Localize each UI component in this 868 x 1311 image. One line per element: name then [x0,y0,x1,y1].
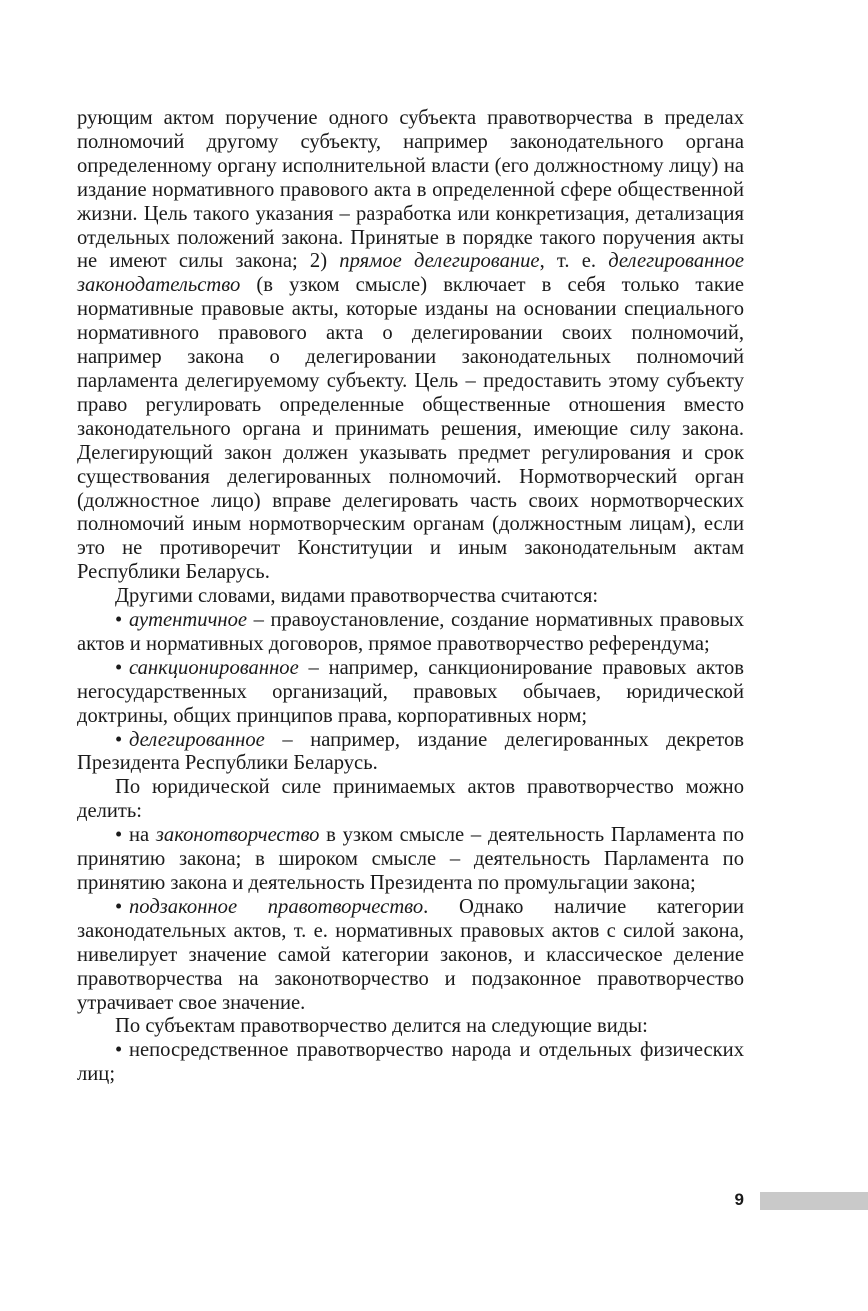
term-delegated-legislation: делегированное законодательство [77,250,745,297]
bullet-item-sublegal [77,896,744,1016]
paragraph-text: рующим актом поручение одного субъекта правотворчества в пределах полномочий другому субъекту, например законодательного органа определенному органу исполнительной власти (его должностному лицу) на издание нормативного правового акта в определенной сфере общественной жизни. Цель такого указания – разработка или конкретизация, детализация отдельных положений закона. Принятые в порядке такого поручения акты не имеют силы закона; 2) [77,107,744,273]
bullet-icon: • [115,895,123,918]
bullet-text: – например, издание делегированных декретов Президента Республики Беларусь. [77,728,744,775]
bullet-term: делегированное [129,728,265,751]
bullet-icon: • [115,609,123,632]
bullet-icon: • [115,824,123,847]
bullet-text: в узком смысле – деятельность Парламента по принятию закона; в широком смысле – деятельность Парламента по принятию закона и деятельность Президента по промульгации закона; [77,824,745,894]
page-number: 9 [734,1190,744,1209]
bullet-item-authentic [77,609,744,657]
paragraph-text: (в узком смысле) включает в себя только такие нормативные правовые акты, которые изданы на основании специального нормативного правового акта о делегировании своих полномочий, например закона о делегировании законодательных полномочий парламента делегируемому субъекту. Цель – предоставить этому субъекту право регулировать определенные общественные отношения вместо законодательного органа и принимать решения, имеющие силу закона. Делегирующий закон должен указывать предмет регулирования и срок существования делегированных полномочий. Нормотворческий орган (должностное лицо) вправе делегировать часть своих нормотворческих полномочий иным нормотворческим органам (должностным лицам), если это не противоречит Конституции и иным законодательным актам Республики Беларусь. [77,274,744,584]
bullet-item-lawmaking [77,824,744,896]
paragraph-text: По юридической силе принимаемых актов правотворчество можно делить: [77,776,744,823]
bullet-term: законотворчество [155,824,320,847]
bullet-term: санкционированное [129,656,299,679]
bullet-text: на [129,824,156,847]
bullet-term: аутентичное [129,609,248,632]
paragraph-text: По субъектам правотворчество делится на следующие виды: [115,1015,648,1038]
bullet-text: – правоустановление, создание нормативных правовых актов и нормативных договоров, прямое правотворчество референдума; [77,609,744,655]
bullet-icon: • [115,656,123,679]
bullet-item-delegated [77,729,744,777]
bullet-term: подзаконное правотворчество [129,895,424,918]
paragraph-types-intro [77,585,744,609]
bullet-text: – например, санкционирование правовых актов негосударственных организаций, правовых обычаев, юридической доктрины, общих принципов права, корпоративных норм; [77,656,744,727]
paragraph-text: Другими словами, видами правотворчества считаются: [115,585,599,608]
paragraph-legal-force-intro [77,776,744,824]
bullet-icon: • [115,728,123,751]
bullet-text: . Однако наличие категории законодательных актов, т. е. нормативных правовых актов с силой закона, нивелирует значение самой категории законов, и классическое деление правотворчества на законотворчество и подзаконное правотворчество утрачивает свое значение. [77,895,744,1014]
paragraph-continued [77,107,744,585]
bullet-item-sanctioned [77,657,744,729]
term-direct-delegation: прямое делегирование [339,250,540,273]
paragraph-text: , т. е. [539,250,609,273]
body-text [77,107,744,1087]
bullet-item-direct-people [77,1039,744,1087]
paragraph-subjects-intro [77,1015,744,1039]
bullet-icon: • [115,1039,123,1062]
footer-bar [760,1192,868,1210]
bullet-text: непосредственное правотворчество народа и отдельных физических лиц; [77,1039,744,1086]
